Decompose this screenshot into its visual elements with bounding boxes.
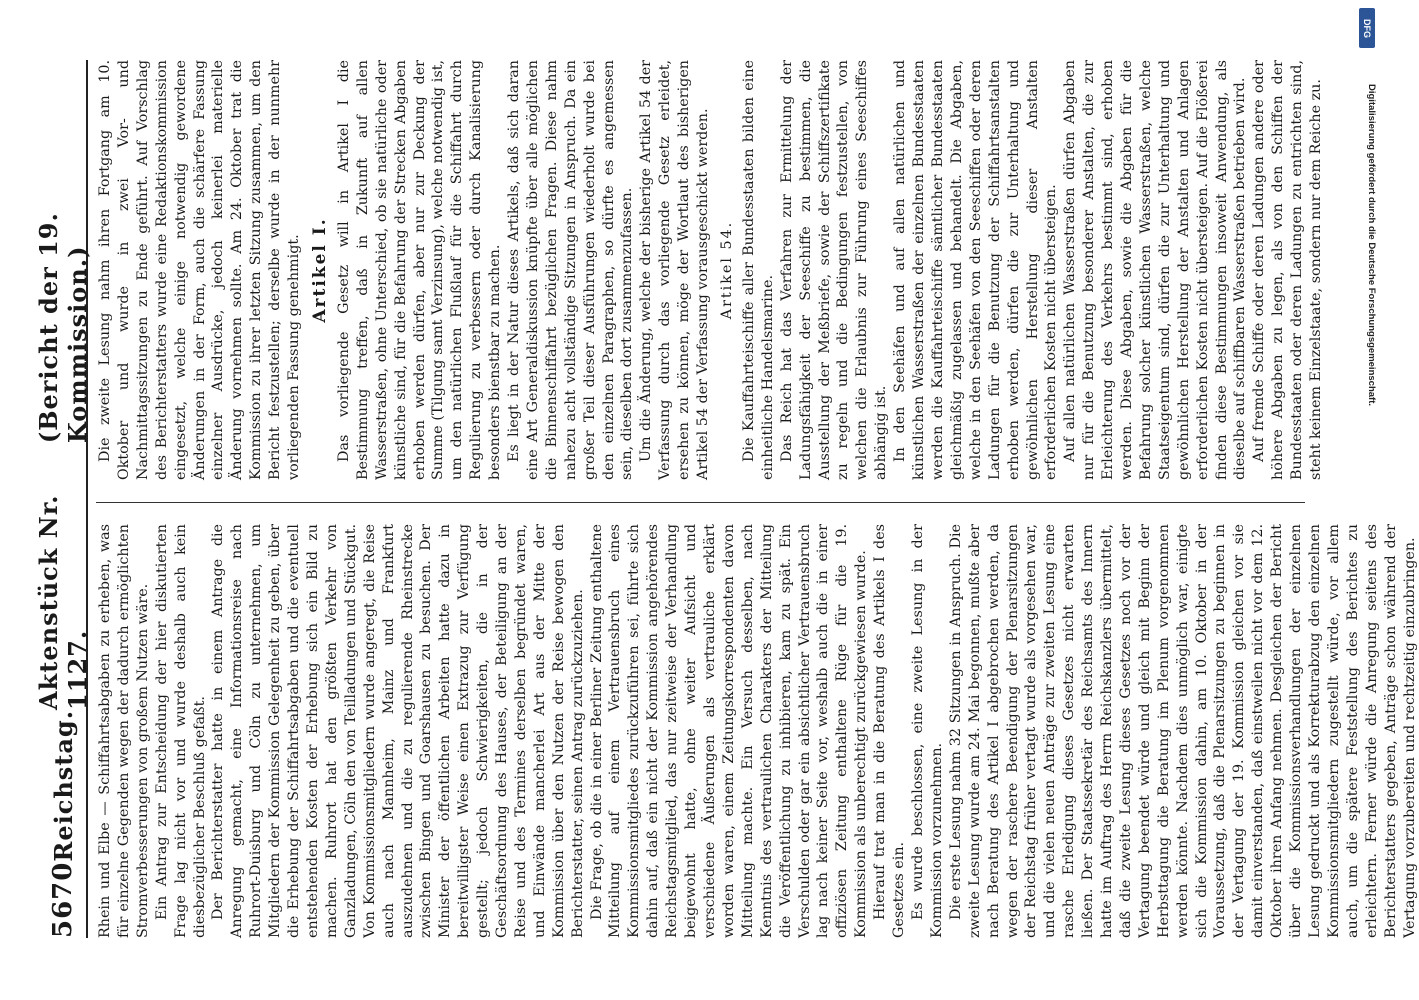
document-number: Aktenstück Nr. 1127.	[34, 494, 92, 710]
column-divider	[96, 502, 1305, 503]
paragraph: Hierauf trat man in die Beratung des Artikels I des Gesetzes ein.	[872, 524, 908, 938]
credit-text: Digitalisierung gefördert durch die Deutsche Forschungsgemeinschaft.	[1366, 84, 1377, 406]
article-54-heading: Artikel 54.	[719, 220, 735, 320]
report-subtitle: (Bericht der 19. Kommission.)	[34, 212, 92, 444]
paragraph: Das Reich hat das Verfahren zur Ermittelung der Ladungsfähigkeit der Seeschiffe zu bestimmen, die Ausstellung der Meßbriefe, sowie der Schiffszertifikate zu regeln und die Bedingungen festzustellen, von welchen die Erlaubnis zur Führung eines Seeschiffes abhängig ist.	[778, 60, 890, 480]
publication-title: Reichstag.	[48, 709, 78, 862]
paragraph: Ein Antrag zur Entscheidung der hier diskutierten Frage lag nicht vor und wurde deshalb auch kein diesbezüglicher Beschluß gefaßt.	[153, 524, 208, 938]
page-header	[34, 60, 92, 938]
paragraph: Die Frage, ob die in einer Berliner Zeitung enthaltene Mitteilung auf einem Vertrauensbruch eines Kommissionsmitgliedes zurückzuführen sei, führte sich dahin auf, daß ein nicht der Kommission angehörendes Reichstagsmitglied, das nur zeitweise der Verhandlung beigewohnt hatte, ohne weiter Aufsicht und verschiedene Äußerungen als vertrauliche erklärt worden waren, einem Zeitungskorrespondenten davon Mitteilung machte. Ein Versuch desselben, nach Kenntnis des vertraulichen Charakters der Mitteilung die Veröffentlichung zu inhibieren, kam zu spät. Ein Verschulden oder gar ein absichtlicher Vertrauensbruch lag nach keiner Seite vor, weshalb auch die in einer offiziösen Zeitung enthaltene Rüge für die 19. Kommission als unberechtigt zurückgewiesen wurde.	[588, 524, 870, 938]
paragraph: Auf allen natürlichen Wasserstraßen dürfen Abgaben nur für die Benutzung besonderer Anstalten, die zur Erleichterung des Verkehrs bestimmt sind, erhoben werden. Diese Abgaben, sowie die Abgaben für die Befahrung solcher künstlichen Wasserstraßen, welche Staatseigentum sind, dürfen die zur Unterhaltung und gewöhnlichen Herstellung der Anstalten und Anlagen erforderlichen Kosten nicht übersteigen. Auf die Flößerei finden diese Bestimmungen insoweit Anwendung, als dieselbe auf schiffbaren Wasserstraßen betrieben wird.	[1062, 60, 1249, 480]
paragraph: Rhein und Elbe — Schiffahrtsabgaben zu erheben, was für einzelne Gegenden wegen der dadurch ermöglichten Stromverbesserungen von großem Nutzen wäre.	[97, 524, 151, 938]
paragraph: Um die Änderung, welche der bisherige Artikel 54 der Verfassung durch das vorliegende Gesetz erleidet, ersehen zu können, möge der Wortlaut des bisherigen Artikel 54 der Verfassung vorausgeschickt werden.	[638, 60, 712, 480]
paragraph: Das vorliegende Gesetz will in Artikel I die Bestimmung treffen, daß in Zukunft auf allen Wasserstraßen, ohne Unterschied, ob sie natürliche oder künstliche sind, für die Befahrung der Strecken Abgaben erhoben werden dürfen, aber nur zur Deckung der Summe (Tilgung samt Verzinsung), welche notwendig ist, um den natürlichen Flußlauf für die Schiffahrt durch Regulierung zu verbessern oder durch Kanalisierung besonders bienstbar zu machen.	[335, 60, 504, 480]
paragraph: Die zweite Lesung nahm ihren Fortgang am 10. Oktober und wurde in zwei Vor- und Nachmittagssitzungen zu Ende geführt. Auf Vorschlag des Berichterstatters wurde eine Redaktionskommission eingesetzt, welche einige notwendig gewordene Änderungen in der Form, auch die schärfere Fassung einzelner Ausdrücke, jedoch keinerlei materielle Änderung vornehmen sollte. Am 24. Oktober trat die Kommission zu ihrer letzten Sitzung zusammen, um den Bericht festzustellen; derselbe wurde in der nunmehr vorliegenden Fassung genehmigt.	[97, 60, 303, 480]
paragraph: Auf fremde Schiffe oder deren Ladungen andere oder höhere Abgaben zu legen, als von den Schiffen der Bundesstaaten oder deren Ladungen zu entrichten sind, steht keinem Einzelstaate, sondern nur dem Reiche zu.	[1251, 60, 1325, 480]
paragraph: Es wurde beschlossen, eine zweite Lesung in der Kommission vorzunehmen.	[909, 524, 945, 938]
page-number: 5670	[48, 861, 78, 938]
digitization-credit	[1359, 4, 1377, 994]
paragraph: Der Berichterstatter hatte in einem Antrage die Anregung gemacht, eine Informationsreise nach Ruhrort-Duisburg und Cöln zu unternehmen, um Mitgliedern der Kommission Gelegenheit zu geben, über die Erhebung der Schiffahrtsabgaben und die eventuell entstehenden Kosten der Erhebung sich ein Bild zu machen. Ruhrort hat den größten Verkehr von Ganzladungen, Cöln den von Teilladungen und Stückgut. Von Kommissionsmitgliedern wurde angeregt, die Reise auch nach Mannheim, Mainz und Frankfurt auszudehnen und die zu regulierende Rheinstrecke zwischen Bingen und Goarshausen zu besuchen. Der Minister der öffentlichen Arbeiten hatte dazu in bereitwilligster Weise einen Extrazug zur Verfügung gestellt; jedoch Schwierigkeiten, die in der Geschäftsordnung des Hauses, der Beteiligung an der Reise und des Termines derselben begründet waren, und Einwände mancherlei Art aus der Mitte der Kommission über den Nutzen der Reise bewogen den Berichterstatter, seinen Antrag zurückzuziehen.	[210, 524, 586, 938]
paragraph: Die Kauffahrteischiffe aller Bundesstaaten bilden eine einheitliche Handelsmarine.	[740, 60, 776, 480]
right-column	[96, 60, 1325, 480]
dfg-logo-icon: DFG	[1359, 8, 1375, 48]
paragraph: Die erste Lesung nahm 32 Sitzungen in Anspruch. Die zweite Lesung wurde am 24. Mai begonnen, mußte aber nach Beratung des Artikel I abgebrochen werden, da wegen der raschere Beendigung der Plenarsitzungen der Reichstag früher vertagt wurde als vorgesehen war, und die vielen neuen Anträge zur zweiten Lesung eine rasche Erledigung dieses Gesetzes nicht erwarten ließen. Der Staatssekretär des Reichsamts des Innern hatte im Auftrag des Herrn Reichskanzlers übermittelt, daß die zweite Lesung dieses Gesetzes noch vor der Vertagung beendet würde und gleich mit Beginn der Herbsttagung die Beratung im Plenum vorgenommen werden könnte. Nachdem dies unmöglich war, einigte sich die Kommission dahin, am 10. Oktober in der Voraussetzung, daß die Plenarsitzungen zu beginnen in der Vertagung der 19. Kommission gleichen vor sie damit einverstanden, daß einstweilen nicht vor dem 12. Oktober ihren Anfang nehmen. Desgleichen der Bericht über die Kommissionsverhandlungen der einzelnen Lesung gedruckt und als Korrekturabzug den einzelnen Kommissionsmitgliedern zugestellt würde, vor allem auch, um die spätere Feststellung des Berichtes zu erleichtern. Ferner würde die Anregung seitens des Berichterstatters gegeben, Anträge schon während der Vertagung vorzubereiten und rechtzeitig einzubringen.	[947, 524, 1418, 938]
paragraph: In den Seehäfen und auf allen natürlichen und künstlichen Wasserstraßen der einzelnen Bundesstaaten werden die Kauffahrteischiffe sämtlicher Bundesstaaten gleichmäßig zugelassen und behandelt. Die Abgaben, welche in den Seehäfen von den Seeschiffen oder deren Ladungen für die Benutzung der Schiffahrtsanstalten erhoben werden, dürfen die zur Unterhaltung und gewöhnlichen Herstellung dieser Anstalten erforderlichen Kosten nicht übersteigen.	[892, 60, 1060, 480]
left-column	[96, 524, 1418, 938]
article-1-heading: Artikel I.	[309, 217, 330, 323]
paragraph: Es liegt in der Natur dieses Artikels, daß sich daran eine Art Generaldiskussion knüpfte über alle möglichen die Binnenschiffahrt bezüglichen Fragen. Diese nahm nahezu acht vollständige Sitzungen in Anspruch. Da ein großer Teil dieser Ausführungen wiederholt wurde bei den einzelnen Paragraphen, so dürfte es angemessen sein, dieselben dort zusammenzufassen.	[506, 60, 636, 480]
